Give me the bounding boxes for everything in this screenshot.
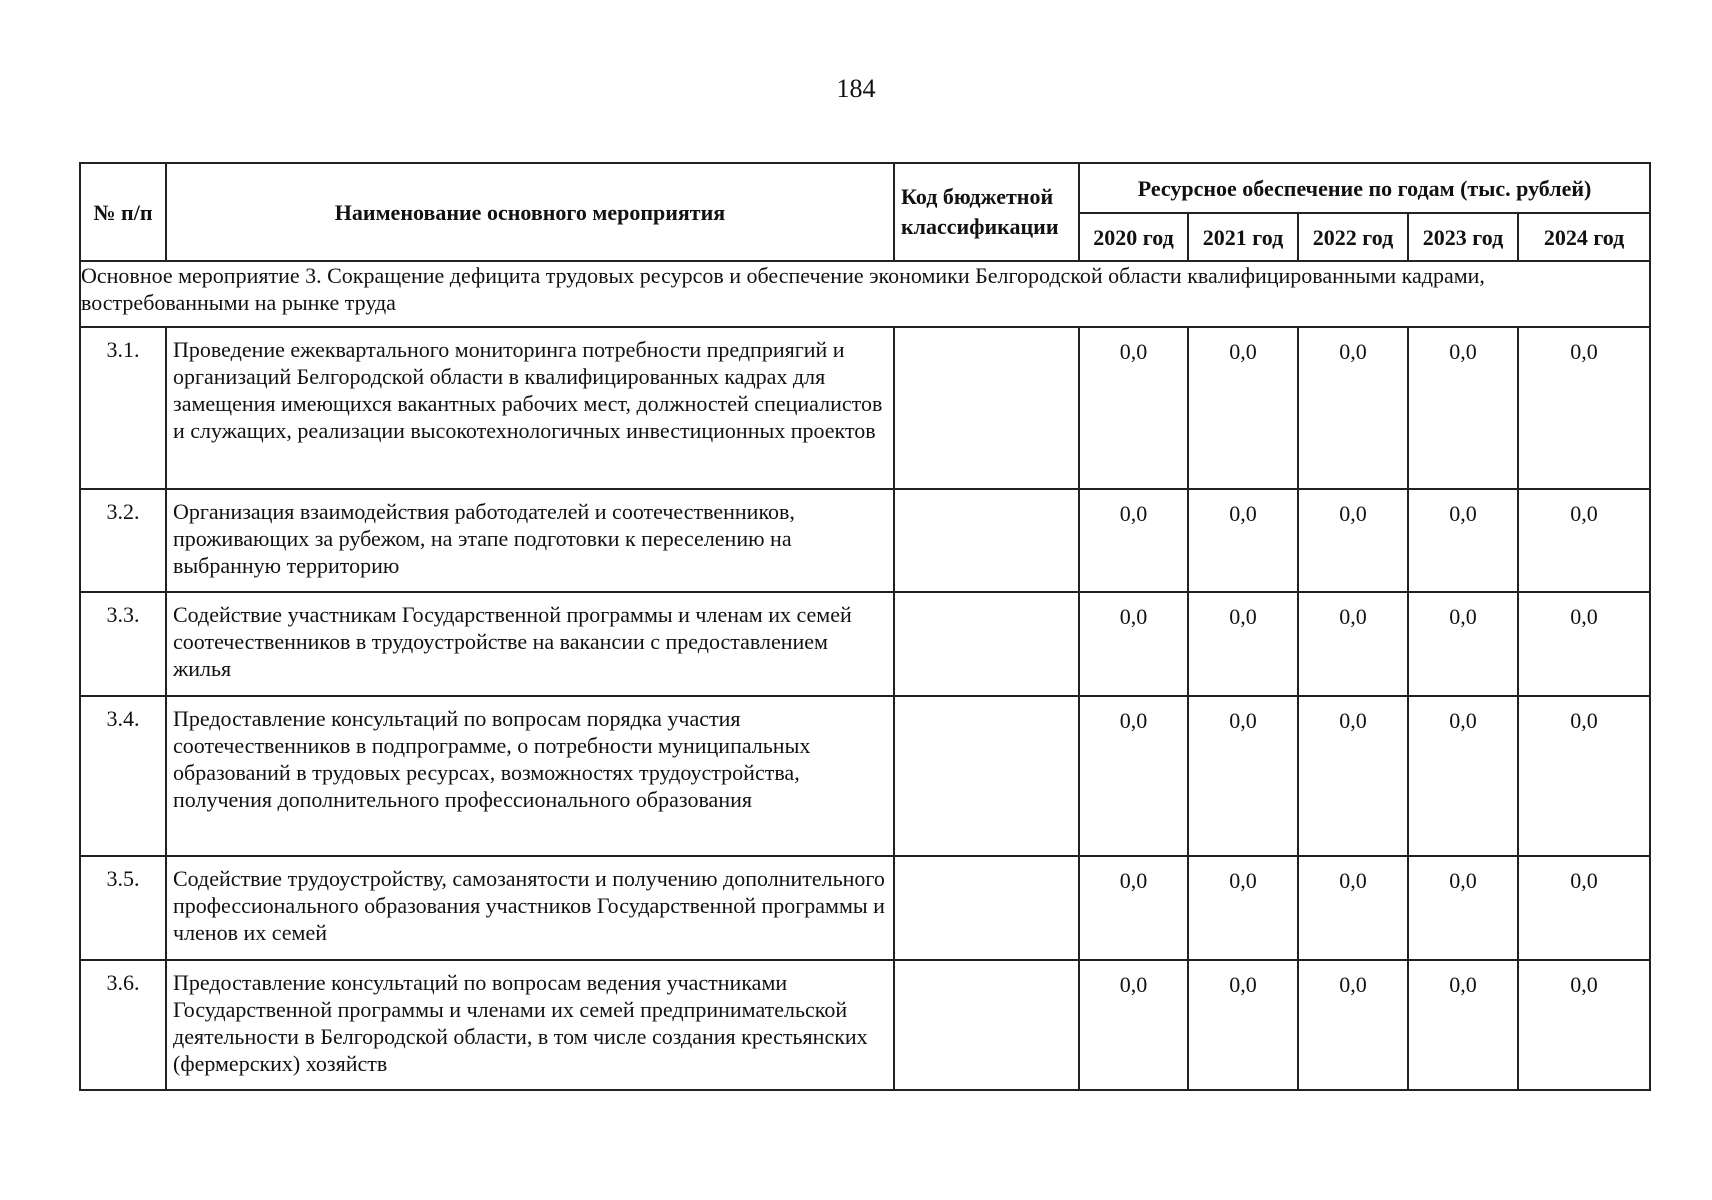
row-value: 0,0 [1408, 960, 1518, 1090]
row-value: 0,0 [1188, 489, 1298, 592]
row-value: 0,0 [1079, 489, 1188, 592]
row-value: 0,0 [1408, 489, 1518, 592]
row-value: 0,0 [1298, 489, 1408, 592]
header-name: Наименование основного мероприятия [166, 163, 894, 261]
header-year: 2023 год [1408, 213, 1518, 261]
section-row [80, 261, 1650, 327]
row-value: 0,0 [1079, 592, 1188, 696]
row-num: 3.6. [80, 960, 166, 1090]
table-row [80, 489, 1650, 592]
section-title: Основное мероприятие 3. Сокращение дефицита трудовых ресурсов и обеспечение экономики Белгородской области квалифицированными кадрами, востребованными на рынке труда [80, 261, 1650, 327]
row-name: Предоставление консультаций по вопросам ведения участниками Государственной программы и членами их семей предпринимательской деятельности в Белгородской области, в том числе создания крестьянских (фермерских) хозяйств [166, 960, 894, 1090]
row-code [894, 856, 1079, 960]
page-number: 184 [836, 74, 876, 103]
row-name: Предоставление консультаций по вопросам порядка участия соотечественников в подпрограмме, о потребности муниципальных образований в трудовых ресурсах, возможностях трудоустройства, получения дополнительного профессионального образования [166, 696, 894, 856]
row-value: 0,0 [1408, 696, 1518, 856]
row-value: 0,0 [1408, 592, 1518, 696]
row-code [894, 489, 1079, 592]
row-value: 0,0 [1079, 856, 1188, 960]
row-value: 0,0 [1518, 696, 1650, 856]
row-name: Проведение ежеквартального мониторинга потребности предприягий и организаций Белгородской области в квалифицированных кадрах для замещения имеющихся вакантных рабочих мест, должностей специалистов и служащих, реализации высокотехнологичных инвестиционных проектов [166, 327, 894, 489]
funding-table [79, 162, 1651, 1091]
row-value: 0,0 [1079, 960, 1188, 1090]
row-value: 0,0 [1518, 856, 1650, 960]
header-year: 2024 год [1518, 213, 1650, 261]
row-value: 0,0 [1298, 696, 1408, 856]
row-value: 0,0 [1518, 489, 1650, 592]
row-value: 0,0 [1518, 327, 1650, 489]
row-value: 0,0 [1408, 327, 1518, 489]
table-row [80, 327, 1650, 489]
row-value: 0,0 [1518, 960, 1650, 1090]
row-value: 0,0 [1188, 696, 1298, 856]
header-num: № п/п [80, 163, 166, 261]
header-year: 2021 год [1188, 213, 1298, 261]
row-name: Организация взаимодействия работодателей и соотечественников, проживающих за рубежом, на этапе подготовки к переселению на выбранную территорию [166, 489, 894, 592]
row-name: Содействие трудоустройству, самозанятости и получению дополнительного профессионального образования участников Государственной программы и членов их семей [166, 856, 894, 960]
row-code [894, 592, 1079, 696]
row-value: 0,0 [1518, 592, 1650, 696]
row-value: 0,0 [1188, 327, 1298, 489]
table-row [80, 856, 1650, 960]
row-value: 0,0 [1408, 856, 1518, 960]
row-value: 0,0 [1298, 592, 1408, 696]
header-resources: Ресурсное обеспечение по годам (тыс. рублей) [1079, 163, 1650, 213]
row-code [894, 327, 1079, 489]
header-year: 2022 год [1298, 213, 1408, 261]
row-name: Содействие участникам Государственной программы и членам их семей соотечественников в трудоустройстве на вакансии с предоставлением жилья [166, 592, 894, 696]
table-row [80, 960, 1650, 1090]
row-value: 0,0 [1298, 960, 1408, 1090]
row-value: 0,0 [1188, 960, 1298, 1090]
row-code [894, 960, 1079, 1090]
row-value: 0,0 [1188, 856, 1298, 960]
header-row [80, 163, 1650, 213]
row-value: 0,0 [1298, 327, 1408, 489]
row-num: 3.1. [80, 327, 166, 489]
row-num: 3.4. [80, 696, 166, 856]
row-value: 0,0 [1079, 696, 1188, 856]
table-row [80, 696, 1650, 856]
row-num: 3.2. [80, 489, 166, 592]
row-num: 3.5. [80, 856, 166, 960]
row-value: 0,0 [1079, 327, 1188, 489]
table-row [80, 592, 1650, 696]
row-num: 3.3. [80, 592, 166, 696]
row-code [894, 696, 1079, 856]
header-code: Код бюджетной классификации [894, 163, 1079, 261]
header-year: 2020 год [1079, 213, 1188, 261]
row-value: 0,0 [1188, 592, 1298, 696]
row-value: 0,0 [1298, 856, 1408, 960]
